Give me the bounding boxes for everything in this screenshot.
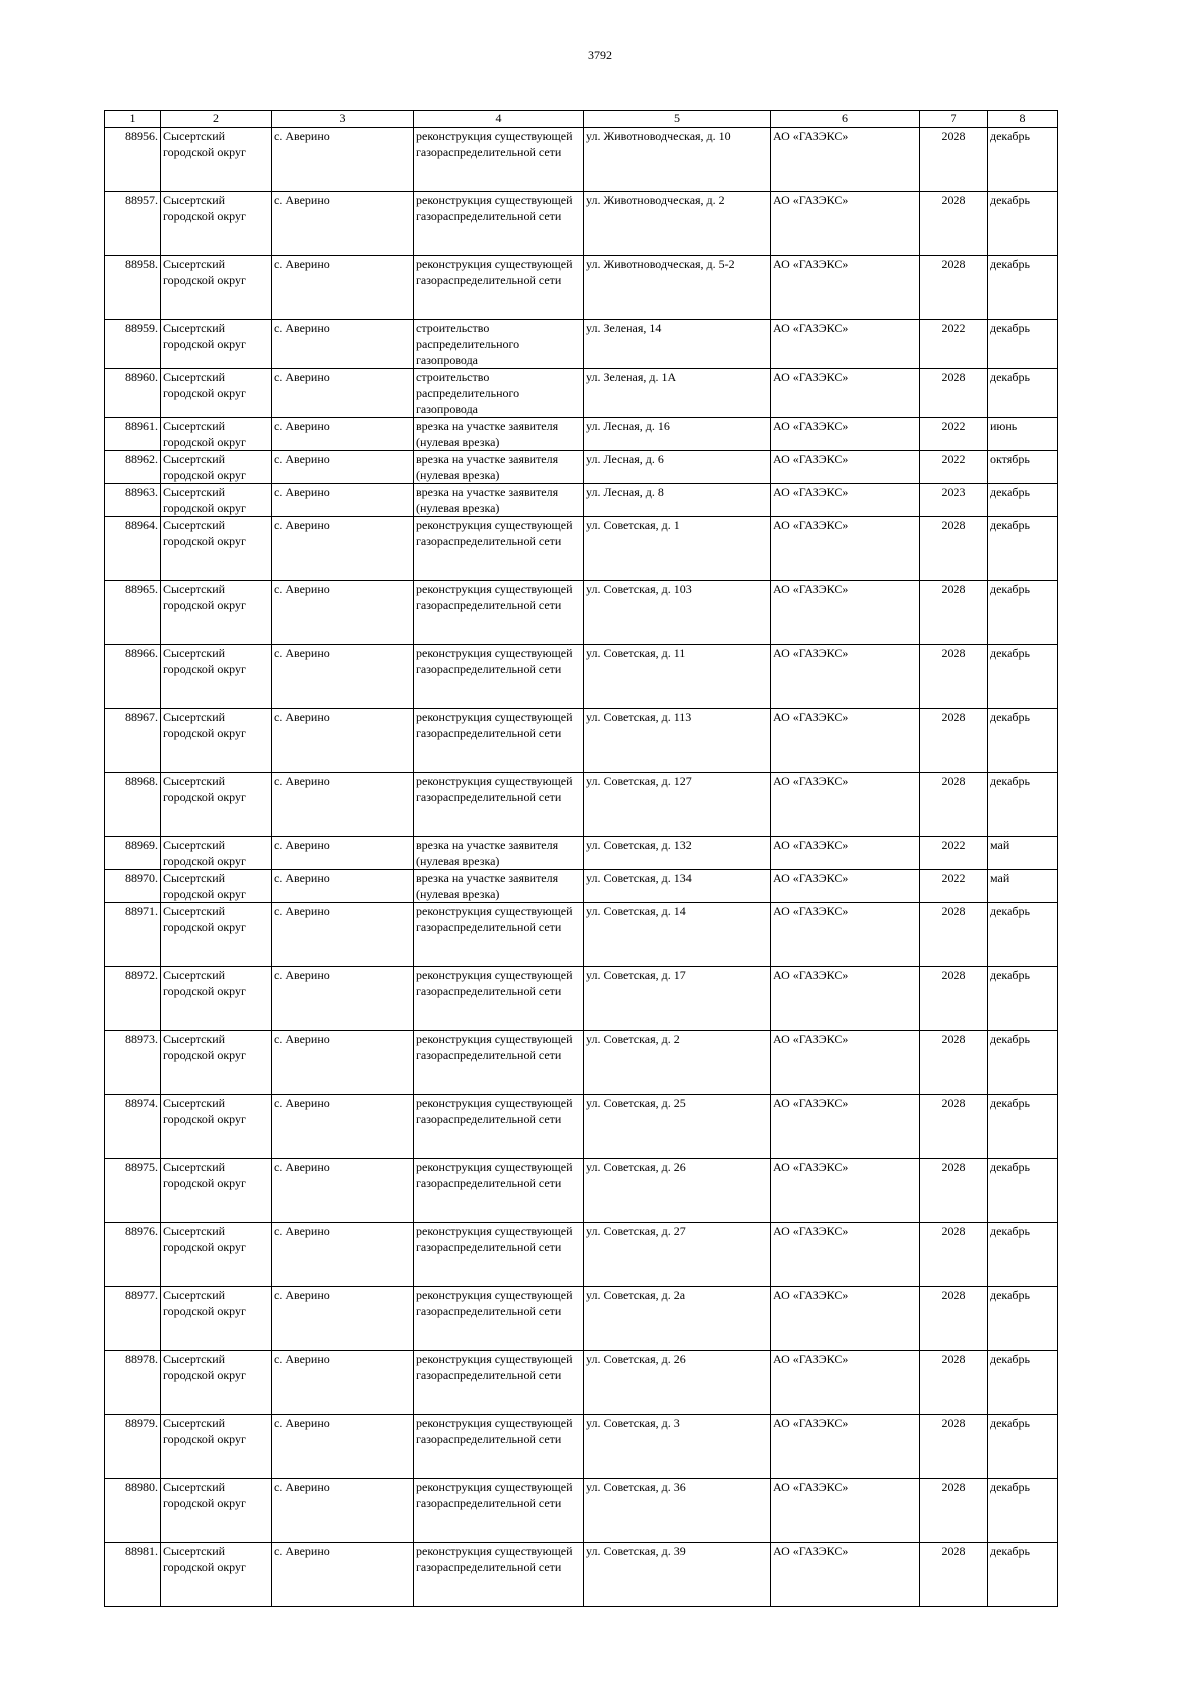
- cell-work-type: реконструкция существующей газораспределительной сети: [414, 967, 584, 1031]
- cell-organization: АО «ГАЗЭКС»: [771, 1415, 920, 1479]
- cell-year: 2023: [920, 484, 988, 517]
- cell-organization: АО «ГАЗЭКС»: [771, 484, 920, 517]
- cell-month: октябрь: [988, 451, 1058, 484]
- cell-address: ул. Животноводческая, д. 2: [584, 192, 771, 256]
- cell-organization: АО «ГАЗЭКС»: [771, 1543, 920, 1607]
- cell-month: декабрь: [988, 1351, 1058, 1415]
- cell-address: ул. Лесная, д. 8: [584, 484, 771, 517]
- cell-settlement: с. Аверино: [272, 581, 414, 645]
- cell-settlement: с. Аверино: [272, 1543, 414, 1607]
- cell-address: ул. Лесная, д. 16: [584, 418, 771, 451]
- cell-address: ул. Советская, д. 27: [584, 1223, 771, 1287]
- cell-organization: АО «ГАЗЭКС»: [771, 837, 920, 870]
- cell-row-number: 88977.: [105, 1287, 161, 1351]
- cell-month: декабрь: [988, 1479, 1058, 1543]
- table-row: [105, 1287, 1058, 1351]
- table-row: [105, 1543, 1058, 1607]
- table-row: [105, 517, 1058, 581]
- cell-work-type: врезка на участке заявителя (нулевая врезка): [414, 418, 584, 451]
- cell-district: Сысертский городской округ: [161, 484, 272, 517]
- cell-organization: АО «ГАЗЭКС»: [771, 773, 920, 837]
- cell-month: декабрь: [988, 1159, 1058, 1223]
- cell-address: ул. Советская, д. 132: [584, 837, 771, 870]
- cell-year: 2028: [920, 1543, 988, 1607]
- table-row: [105, 1223, 1058, 1287]
- cell-district: Сысертский городской округ: [161, 369, 272, 418]
- cell-month: декабрь: [988, 320, 1058, 369]
- cell-settlement: с. Аверино: [272, 1287, 414, 1351]
- cell-year: 2022: [920, 451, 988, 484]
- cell-month: декабрь: [988, 192, 1058, 256]
- cell-settlement: с. Аверино: [272, 870, 414, 903]
- cell-month: декабрь: [988, 773, 1058, 837]
- cell-address: ул. Животноводческая, д. 10: [584, 128, 771, 192]
- cell-work-type: врезка на участке заявителя (нулевая врезка): [414, 451, 584, 484]
- cell-row-number: 88971.: [105, 903, 161, 967]
- cell-settlement: с. Аверино: [272, 369, 414, 418]
- column-header: 3: [272, 111, 414, 128]
- cell-district: Сысертский городской округ: [161, 709, 272, 773]
- cell-year: 2028: [920, 1223, 988, 1287]
- cell-work-type: строительство распределительного газопровода: [414, 320, 584, 369]
- cell-year: 2028: [920, 1287, 988, 1351]
- cell-organization: АО «ГАЗЭКС»: [771, 645, 920, 709]
- cell-year: 2028: [920, 1479, 988, 1543]
- cell-month: декабрь: [988, 903, 1058, 967]
- cell-work-type: реконструкция существующей газораспределительной сети: [414, 1415, 584, 1479]
- table-row: [105, 320, 1058, 369]
- cell-organization: АО «ГАЗЭКС»: [771, 1223, 920, 1287]
- cell-row-number: 88957.: [105, 192, 161, 256]
- cell-organization: АО «ГАЗЭКС»: [771, 709, 920, 773]
- cell-address: ул. Советская, д. 36: [584, 1479, 771, 1543]
- cell-month: декабрь: [988, 1543, 1058, 1607]
- cell-address: ул. Советская, д. 26: [584, 1351, 771, 1415]
- cell-address: ул. Советская, д. 113: [584, 709, 771, 773]
- cell-settlement: с. Аверино: [272, 128, 414, 192]
- cell-address: ул. Лесная, д. 6: [584, 451, 771, 484]
- cell-work-type: реконструкция существующей газораспределительной сети: [414, 1095, 584, 1159]
- table-row: [105, 1159, 1058, 1223]
- column-header: 2: [161, 111, 272, 128]
- cell-row-number: 88959.: [105, 320, 161, 369]
- cell-month: декабрь: [988, 1287, 1058, 1351]
- cell-row-number: 88967.: [105, 709, 161, 773]
- cell-row-number: 88964.: [105, 517, 161, 581]
- cell-district: Сысертский городской округ: [161, 870, 272, 903]
- cell-address: ул. Советская, д. 17: [584, 967, 771, 1031]
- cell-settlement: с. Аверино: [272, 903, 414, 967]
- table-row: [105, 903, 1058, 967]
- cell-district: Сысертский городской округ: [161, 192, 272, 256]
- cell-year: 2028: [920, 128, 988, 192]
- cell-address: ул. Советская, д. 127: [584, 773, 771, 837]
- cell-work-type: реконструкция существующей газораспределительной сети: [414, 1287, 584, 1351]
- table-row: [105, 1095, 1058, 1159]
- cell-district: Сысертский городской округ: [161, 967, 272, 1031]
- cell-year: 2028: [920, 903, 988, 967]
- cell-district: Сысертский городской округ: [161, 517, 272, 581]
- table-body: [105, 128, 1058, 1607]
- cell-address: ул. Советская, д. 103: [584, 581, 771, 645]
- cell-year: 2028: [920, 369, 988, 418]
- cell-settlement: с. Аверино: [272, 256, 414, 320]
- cell-settlement: с. Аверино: [272, 837, 414, 870]
- cell-work-type: врезка на участке заявителя (нулевая врезка): [414, 837, 584, 870]
- cell-district: Сысертский городской округ: [161, 1415, 272, 1479]
- cell-organization: АО «ГАЗЭКС»: [771, 128, 920, 192]
- cell-month: декабрь: [988, 128, 1058, 192]
- cell-organization: АО «ГАЗЭКС»: [771, 451, 920, 484]
- cell-year: 2028: [920, 1031, 988, 1095]
- cell-work-type: реконструкция существующей газораспределительной сети: [414, 1031, 584, 1095]
- cell-district: Сысертский городской округ: [161, 418, 272, 451]
- cell-district: Сысертский городской округ: [161, 1479, 272, 1543]
- cell-work-type: реконструкция существующей газораспределительной сети: [414, 128, 584, 192]
- cell-address: ул. Советская, д. 26: [584, 1159, 771, 1223]
- cell-settlement: с. Аверино: [272, 1223, 414, 1287]
- cell-row-number: 88960.: [105, 369, 161, 418]
- cell-organization: АО «ГАЗЭКС»: [771, 256, 920, 320]
- table-row: [105, 451, 1058, 484]
- cell-organization: АО «ГАЗЭКС»: [771, 1287, 920, 1351]
- column-header: 8: [988, 111, 1058, 128]
- cell-work-type: врезка на участке заявителя (нулевая врезка): [414, 484, 584, 517]
- cell-row-number: 88979.: [105, 1415, 161, 1479]
- cell-row-number: 88973.: [105, 1031, 161, 1095]
- cell-month: декабрь: [988, 581, 1058, 645]
- cell-work-type: реконструкция существующей газораспределительной сети: [414, 1223, 584, 1287]
- cell-month: декабрь: [988, 484, 1058, 517]
- cell-address: ул. Животноводческая, д. 5-2: [584, 256, 771, 320]
- cell-organization: АО «ГАЗЭКС»: [771, 1159, 920, 1223]
- cell-address: ул. Зеленая, д. 1А: [584, 369, 771, 418]
- cell-year: 2028: [920, 1415, 988, 1479]
- cell-row-number: 88978.: [105, 1351, 161, 1415]
- cell-district: Сысертский городской округ: [161, 773, 272, 837]
- column-header: 1: [105, 111, 161, 128]
- cell-organization: АО «ГАЗЭКС»: [771, 517, 920, 581]
- cell-organization: АО «ГАЗЭКС»: [771, 192, 920, 256]
- column-number-row: [105, 111, 1058, 128]
- cell-row-number: 88958.: [105, 256, 161, 320]
- cell-row-number: 88969.: [105, 837, 161, 870]
- table-row: [105, 128, 1058, 192]
- cell-organization: АО «ГАЗЭКС»: [771, 581, 920, 645]
- cell-settlement: с. Аверино: [272, 645, 414, 709]
- cell-district: Сысертский городской округ: [161, 1351, 272, 1415]
- cell-row-number: 88966.: [105, 645, 161, 709]
- cell-work-type: реконструкция существующей газораспределительной сети: [414, 1159, 584, 1223]
- column-header: 5: [584, 111, 771, 128]
- column-header: 4: [414, 111, 584, 128]
- column-header: 6: [771, 111, 920, 128]
- cell-organization: АО «ГАЗЭКС»: [771, 369, 920, 418]
- table-row: [105, 645, 1058, 709]
- cell-district: Сысертский городской округ: [161, 1095, 272, 1159]
- cell-address: ул. Советская, д. 1: [584, 517, 771, 581]
- cell-district: Сысертский городской округ: [161, 128, 272, 192]
- table-row: [105, 1351, 1058, 1415]
- table-row: [105, 418, 1058, 451]
- cell-work-type: реконструкция существующей газораспределительной сети: [414, 517, 584, 581]
- cell-settlement: с. Аверино: [272, 1095, 414, 1159]
- cell-year: 2022: [920, 870, 988, 903]
- cell-settlement: с. Аверино: [272, 517, 414, 581]
- cell-month: декабрь: [988, 256, 1058, 320]
- cell-row-number: 88976.: [105, 1223, 161, 1287]
- table-row: [105, 773, 1058, 837]
- table-row: [105, 1031, 1058, 1095]
- cell-address: ул. Советская, д. 25: [584, 1095, 771, 1159]
- table-row: [105, 709, 1058, 773]
- cell-row-number: 88963.: [105, 484, 161, 517]
- cell-month: декабрь: [988, 517, 1058, 581]
- cell-row-number: 88965.: [105, 581, 161, 645]
- cell-year: 2022: [920, 418, 988, 451]
- cell-month: декабрь: [988, 645, 1058, 709]
- cell-address: ул. Советская, д. 2: [584, 1031, 771, 1095]
- table-row: [105, 837, 1058, 870]
- cell-district: Сысертский городской округ: [161, 903, 272, 967]
- cell-row-number: 88956.: [105, 128, 161, 192]
- cell-settlement: с. Аверино: [272, 773, 414, 837]
- cell-row-number: 88962.: [105, 451, 161, 484]
- cell-settlement: с. Аверино: [272, 967, 414, 1031]
- cell-month: декабрь: [988, 1223, 1058, 1287]
- cell-district: Сысертский городской округ: [161, 837, 272, 870]
- cell-year: 2028: [920, 645, 988, 709]
- cell-year: 2028: [920, 773, 988, 837]
- cell-district: Сысертский городской округ: [161, 1543, 272, 1607]
- page-number: 3792: [588, 48, 612, 62]
- cell-year: 2022: [920, 837, 988, 870]
- cell-month: май: [988, 870, 1058, 903]
- cell-work-type: реконструкция существующей газораспределительной сети: [414, 773, 584, 837]
- cell-row-number: 88970.: [105, 870, 161, 903]
- column-header: 7: [920, 111, 988, 128]
- cell-year: 2028: [920, 709, 988, 773]
- cell-year: 2028: [920, 1159, 988, 1223]
- cell-settlement: с. Аверино: [272, 484, 414, 517]
- table-row: [105, 369, 1058, 418]
- cell-work-type: реконструкция существующей газораспределительной сети: [414, 709, 584, 773]
- cell-work-type: реконструкция существующей газораспределительной сети: [414, 645, 584, 709]
- cell-year: 2022: [920, 320, 988, 369]
- table-row: [105, 581, 1058, 645]
- cell-organization: АО «ГАЗЭКС»: [771, 967, 920, 1031]
- cell-year: 2028: [920, 581, 988, 645]
- cell-row-number: 88980.: [105, 1479, 161, 1543]
- cell-row-number: 88961.: [105, 418, 161, 451]
- cell-organization: АО «ГАЗЭКС»: [771, 1095, 920, 1159]
- cell-month: декабрь: [988, 967, 1058, 1031]
- table-row: [105, 484, 1058, 517]
- cell-address: ул. Советская, д. 3: [584, 1415, 771, 1479]
- cell-month: декабрь: [988, 1415, 1058, 1479]
- cell-settlement: с. Аверино: [272, 451, 414, 484]
- cell-settlement: с. Аверино: [272, 192, 414, 256]
- table-row: [105, 1415, 1058, 1479]
- table-row: [105, 1479, 1058, 1543]
- table-row: [105, 967, 1058, 1031]
- cell-row-number: 88974.: [105, 1095, 161, 1159]
- cell-address: ул. Советская, д. 134: [584, 870, 771, 903]
- cell-address: ул. Советская, д. 14: [584, 903, 771, 967]
- cell-year: 2028: [920, 1095, 988, 1159]
- cell-month: май: [988, 837, 1058, 870]
- cell-district: Сысертский городской округ: [161, 451, 272, 484]
- cell-address: ул. Зеленая, 14: [584, 320, 771, 369]
- cell-month: декабрь: [988, 369, 1058, 418]
- table-row: [105, 256, 1058, 320]
- cell-organization: АО «ГАЗЭКС»: [771, 1031, 920, 1095]
- cell-district: Сысертский городской округ: [161, 1287, 272, 1351]
- cell-year: 2028: [920, 1351, 988, 1415]
- cell-year: 2028: [920, 192, 988, 256]
- cell-settlement: с. Аверино: [272, 418, 414, 451]
- cell-district: Сысертский городской округ: [161, 256, 272, 320]
- cell-row-number: 88972.: [105, 967, 161, 1031]
- cell-organization: АО «ГАЗЭКС»: [771, 320, 920, 369]
- cell-organization: АО «ГАЗЭКС»: [771, 418, 920, 451]
- cell-row-number: 88975.: [105, 1159, 161, 1223]
- cell-year: 2028: [920, 517, 988, 581]
- cell-district: Сысертский городской округ: [161, 1223, 272, 1287]
- cell-month: декабрь: [988, 1031, 1058, 1095]
- cell-work-type: реконструкция существующей газораспределительной сети: [414, 1543, 584, 1607]
- cell-organization: АО «ГАЗЭКС»: [771, 903, 920, 967]
- cell-work-type: реконструкция существующей газораспределительной сети: [414, 1479, 584, 1543]
- cell-address: ул. Советская, д. 11: [584, 645, 771, 709]
- cell-row-number: 88981.: [105, 1543, 161, 1607]
- cell-settlement: с. Аверино: [272, 1031, 414, 1095]
- cell-work-type: строительство распределительного газопровода: [414, 369, 584, 418]
- cell-district: Сысертский городской округ: [161, 320, 272, 369]
- cell-work-type: врезка на участке заявителя (нулевая врезка): [414, 870, 584, 903]
- cell-work-type: реконструкция существующей газораспределительной сети: [414, 581, 584, 645]
- cell-year: 2028: [920, 256, 988, 320]
- cell-address: ул. Советская, д. 39: [584, 1543, 771, 1607]
- cell-district: Сысертский городской округ: [161, 645, 272, 709]
- cell-month: июнь: [988, 418, 1058, 451]
- register-table: [104, 110, 1058, 1607]
- cell-address: ул. Советская, д. 2а: [584, 1287, 771, 1351]
- cell-settlement: с. Аверино: [272, 1479, 414, 1543]
- cell-year: 2028: [920, 967, 988, 1031]
- cell-organization: АО «ГАЗЭКС»: [771, 1351, 920, 1415]
- cell-month: декабрь: [988, 1095, 1058, 1159]
- cell-row-number: 88968.: [105, 773, 161, 837]
- cell-month: декабрь: [988, 709, 1058, 773]
- table-row: [105, 870, 1058, 903]
- cell-work-type: реконструкция существующей газораспределительной сети: [414, 903, 584, 967]
- cell-settlement: с. Аверино: [272, 709, 414, 773]
- cell-settlement: с. Аверино: [272, 1415, 414, 1479]
- cell-work-type: реконструкция существующей газораспределительной сети: [414, 256, 584, 320]
- cell-organization: АО «ГАЗЭКС»: [771, 870, 920, 903]
- table-row: [105, 192, 1058, 256]
- cell-work-type: реконструкция существующей газораспределительной сети: [414, 192, 584, 256]
- cell-settlement: с. Аверино: [272, 320, 414, 369]
- cell-district: Сысертский городской округ: [161, 581, 272, 645]
- cell-settlement: с. Аверино: [272, 1351, 414, 1415]
- cell-settlement: с. Аверино: [272, 1159, 414, 1223]
- cell-work-type: реконструкция существующей газораспределительной сети: [414, 1351, 584, 1415]
- cell-district: Сысертский городской округ: [161, 1031, 272, 1095]
- cell-organization: АО «ГАЗЭКС»: [771, 1479, 920, 1543]
- cell-district: Сысертский городской округ: [161, 1159, 272, 1223]
